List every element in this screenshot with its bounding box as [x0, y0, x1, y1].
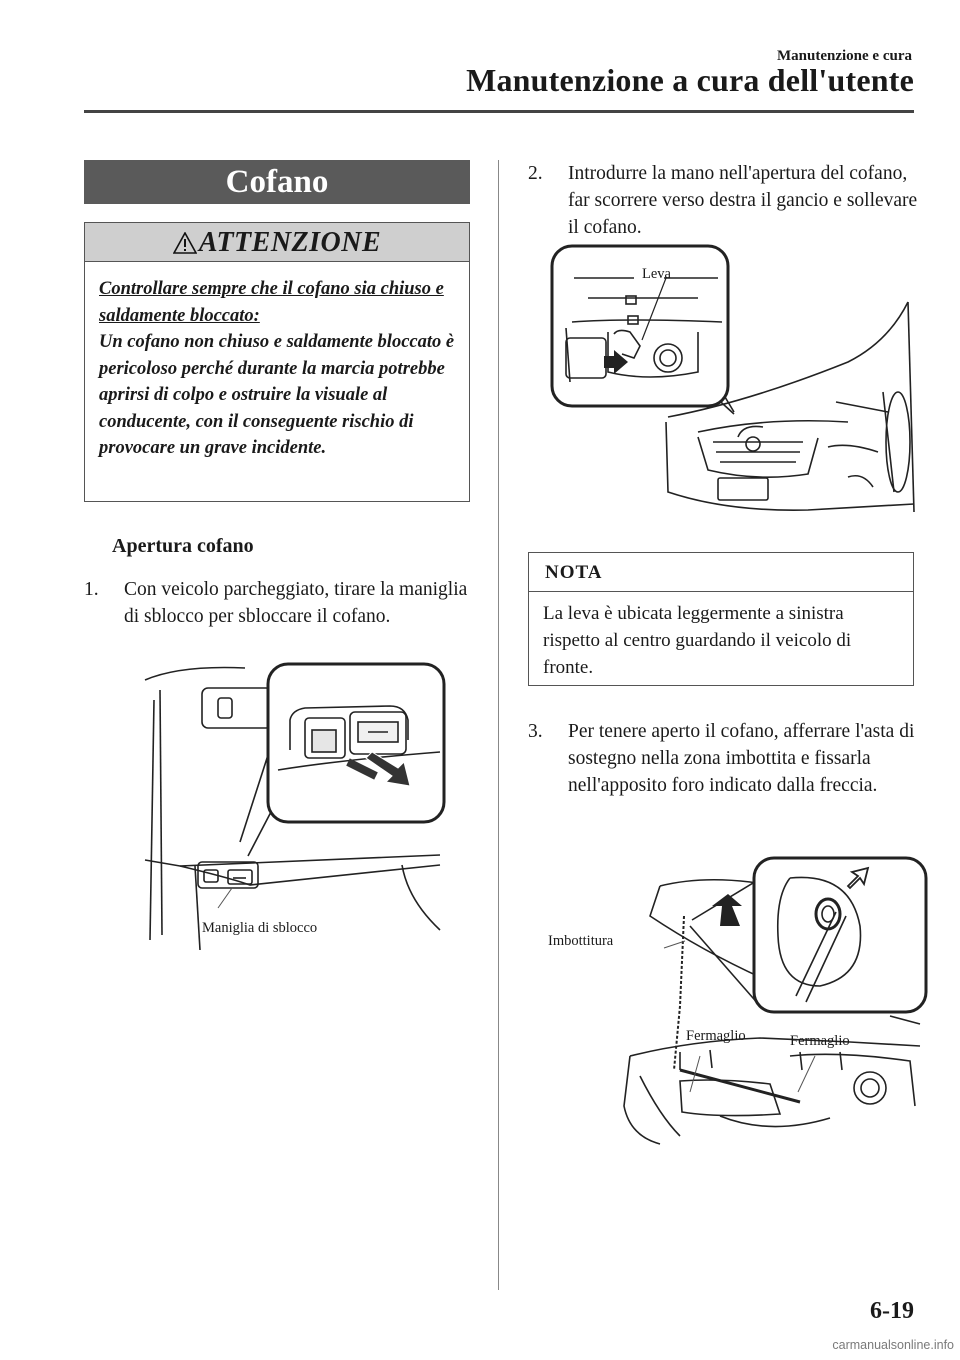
label-lever: Leva [642, 266, 671, 282]
column-divider [498, 160, 499, 1290]
note-box [528, 552, 914, 686]
step-text: Per tenere aperto il cofano, afferrare l'asta di sostegno nella zona imbottita e fissarla nell'apposito foro indicato dalla freccia. [568, 721, 915, 796]
header-section: Manutenzione e cura [777, 48, 912, 64]
warning-body [85, 262, 469, 462]
note-body: La leva è ubicata leggermente a sinistra rispetto al centro guardando il veicolo di fronte. [543, 603, 852, 678]
step-3 [528, 718, 918, 799]
label-release-handle: Maniglia di sblocco [202, 920, 318, 936]
step-number: 2. [528, 163, 543, 184]
label-clip-1: Fermaglio [686, 1028, 746, 1044]
subheading: Apertura cofano [112, 535, 254, 557]
step-1 [84, 576, 474, 630]
warning-title: ATTENZIONE [198, 227, 382, 258]
step-text: Introdurre la mano nell'apertura del cofano, far scorrere verso destra il gancio e sollevare il cofano. [568, 163, 918, 238]
warning-triangle-icon [173, 232, 197, 254]
figure-support-rod [620, 856, 930, 1146]
page-number: 6-19 [870, 1298, 914, 1324]
label-padding: Imbottitura [548, 933, 614, 949]
step-text: Con veicolo parcheggiato, tirare la maniglia di sblocco per sbloccare il cofano. [124, 579, 468, 627]
note-header: NOTA [529, 553, 913, 592]
figure-hood-lever [548, 242, 920, 532]
step-2 [528, 160, 918, 241]
step-number: 1. [84, 579, 99, 600]
warning-lead: Controllare sempre che il cofano sia chiuso e saldamente bloccato: [99, 279, 444, 326]
section-title-bar: Cofano [84, 160, 470, 204]
label-clip-2: Fermaglio [790, 1033, 850, 1049]
warning-header [85, 223, 469, 262]
warning-box [84, 222, 470, 502]
watermark: carmanualsonline.info [832, 1338, 954, 1352]
page-title: Manutenzione a cura dell'utente [466, 62, 914, 98]
header-rule [84, 110, 914, 113]
step-number: 3. [528, 721, 543, 742]
figure-release-handle [140, 660, 470, 950]
warning-text: Un cofano non chiuso e saldamente bloccato è pericoloso perché durante la marcia potrebbe aprirsi di colpo e ostruire la visuale al conducente, con il conseguente rischio di provocare un grave incidente. [99, 332, 455, 458]
